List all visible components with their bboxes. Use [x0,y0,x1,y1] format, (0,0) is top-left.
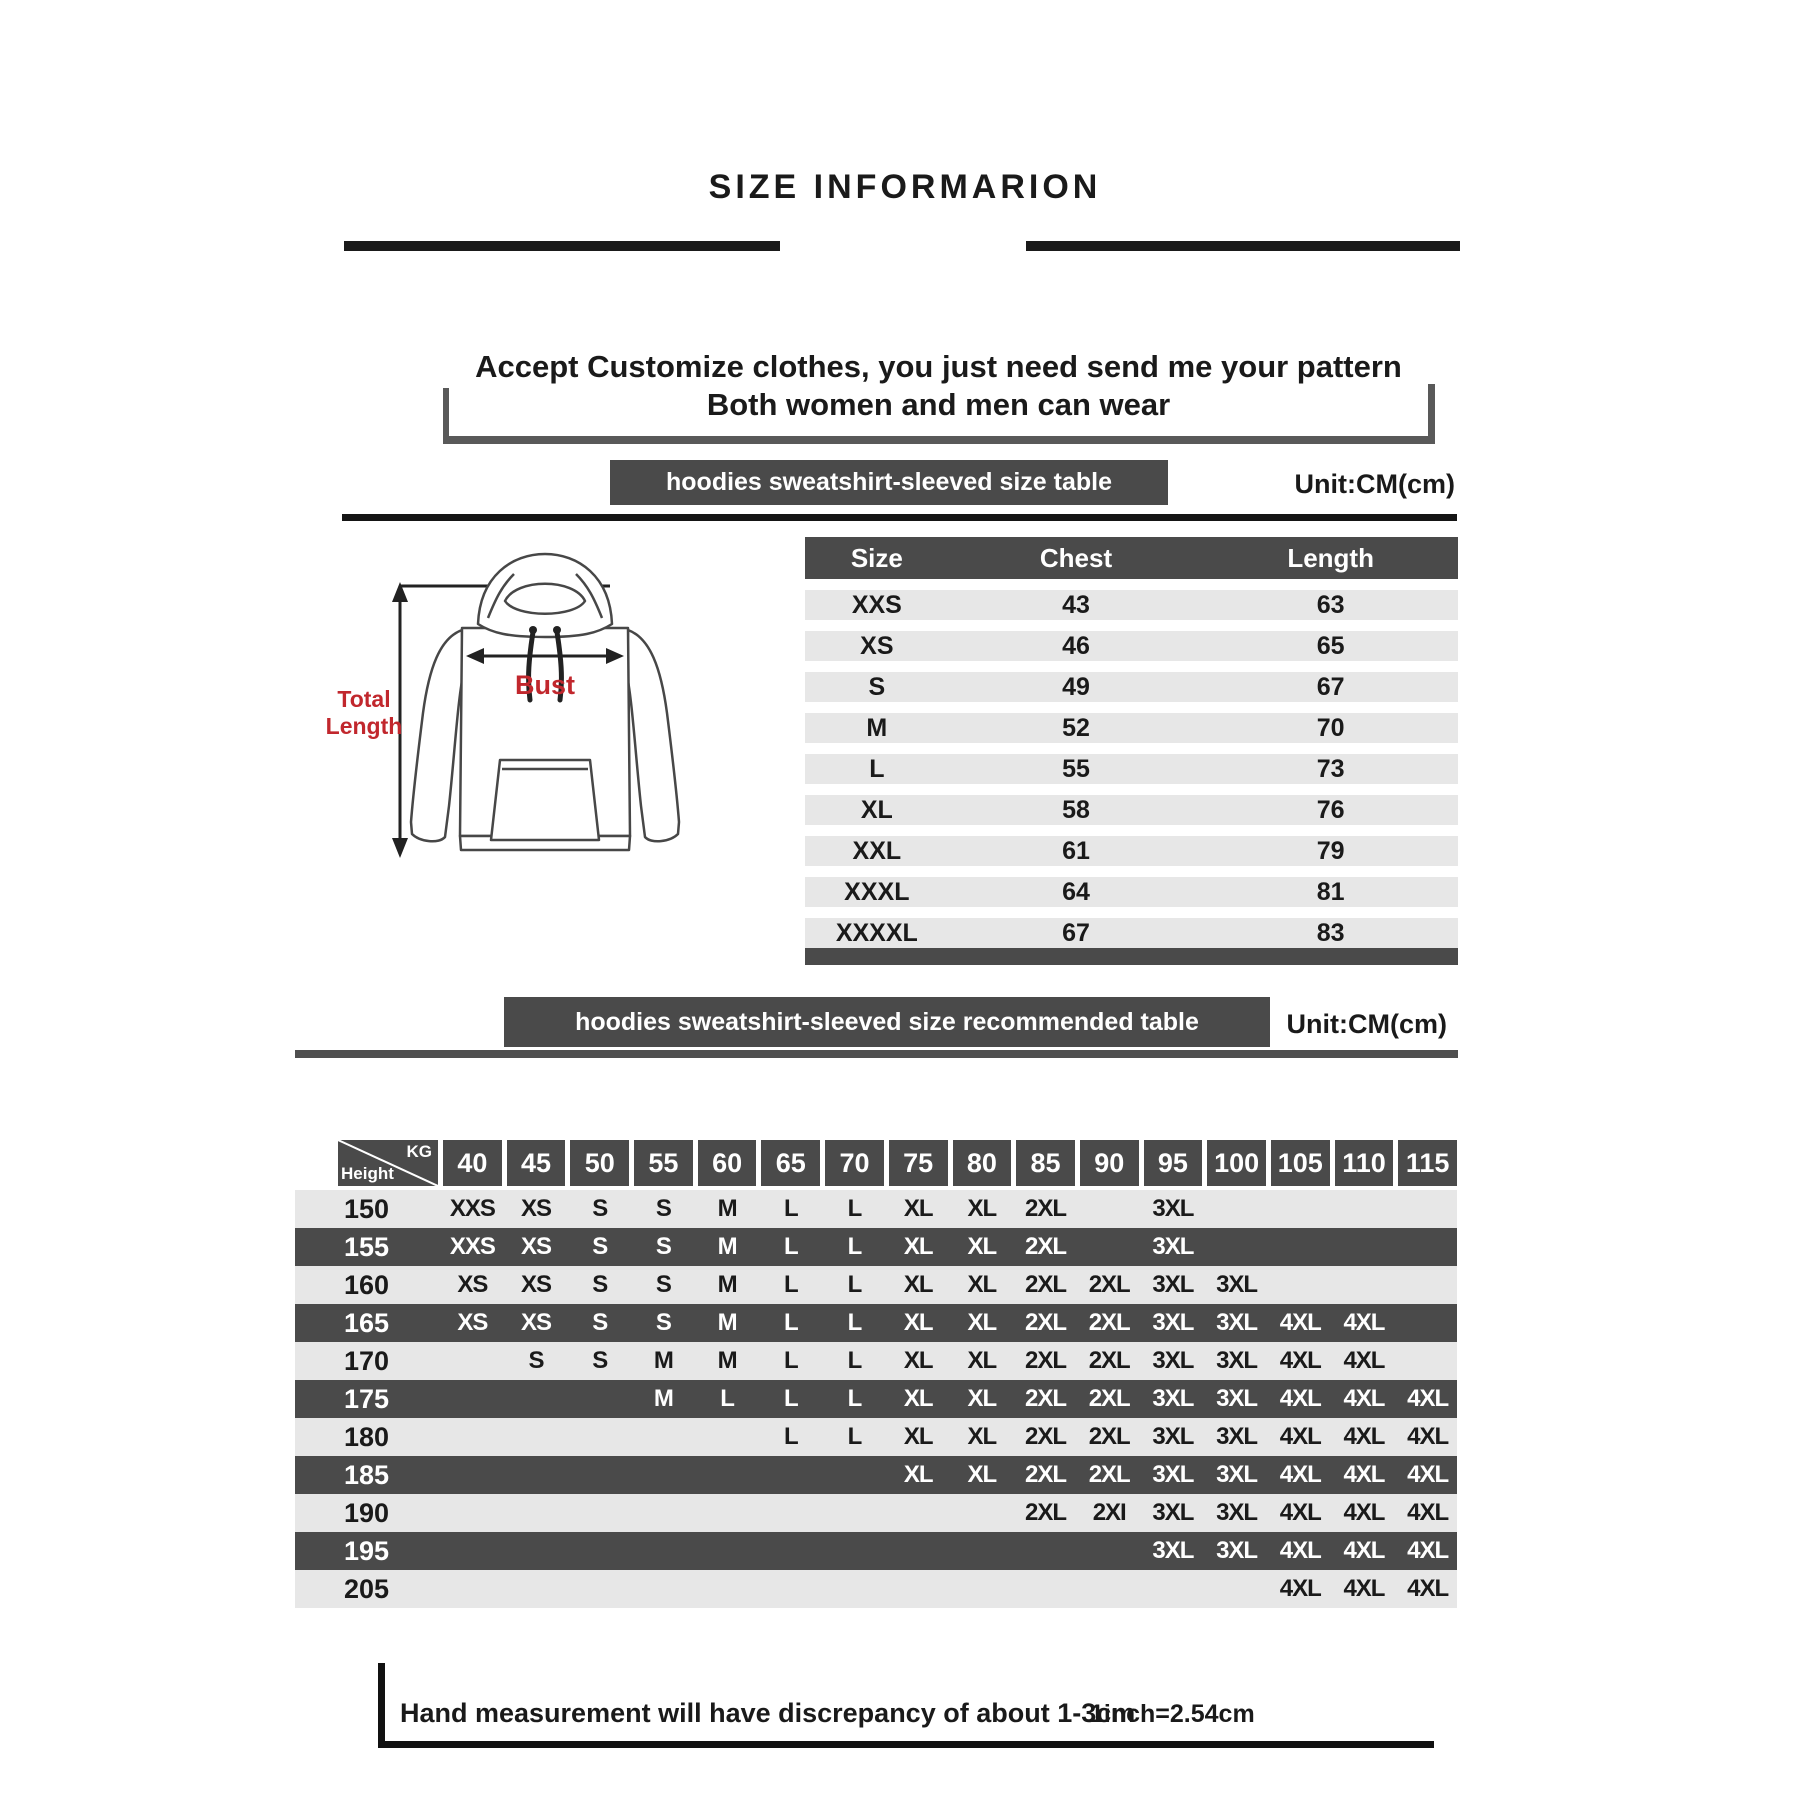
recommended-size-cell: 3XL [1152,1233,1194,1260]
recommended-size-cell: 2XL [1088,1271,1130,1298]
recommended-size-cell [634,1570,693,1608]
corner-height-label: Height [341,1164,394,1183]
recommended-table-row [295,1266,1457,1304]
size-table-row [805,918,1458,948]
weight-column-header: 100 [1207,1140,1266,1186]
recommended-size-cell: XL [903,1461,933,1488]
recommended-size-cell: 4XL [1343,1499,1385,1526]
height-row-label: 195 [343,1536,390,1566]
weight-column-header: 70 [825,1140,884,1186]
length-cell: 79 [1316,837,1345,865]
recommended-size-cell [889,1494,948,1532]
unit-label-2: Unit:CM(cm) [1286,1009,1447,1039]
size-cell: XXS [851,591,902,619]
chest-cell: 49 [1062,673,1090,701]
recommended-size-cell: 4XL [1279,1499,1321,1526]
recommended-size-cell [443,1494,502,1532]
recommended-size-cell: L [783,1309,798,1336]
recommended-size-cell: XL [967,1347,997,1374]
hoodie-measurement-diagram [300,538,720,870]
size-table-column-header: Length [1287,543,1374,573]
recommended-size-cell [825,1570,884,1608]
recommended-size-cell [1335,1266,1394,1304]
size-table-row [805,795,1458,825]
size-cell: S [868,673,886,701]
recommended-size-cell: M [717,1233,737,1260]
recommended-size-cell [1335,1190,1394,1228]
title-underline-right [1026,241,1460,251]
recommended-size-cell: S [655,1309,671,1336]
recommended-size-cell [570,1418,629,1456]
recommended-size-cell: 4XL [1407,1575,1449,1602]
recommended-size-cell: XL [903,1347,933,1374]
recommended-size-cell: 4XL [1407,1385,1449,1412]
chest-cell: 43 [1062,591,1090,619]
customize-note [443,348,1434,424]
recommended-table-row [295,1570,1457,1608]
recommended-size-cell: 4XL [1407,1499,1449,1526]
total-length-label-line1: Total [337,686,391,712]
recommended-table-row [295,1418,1457,1456]
footer-bracket-vertical [378,1663,385,1748]
chest-cell: 46 [1062,632,1090,660]
recommended-table-row [295,1228,1457,1266]
recommended-size-cell [698,1494,757,1532]
recommended-size-cell: XL [967,1461,997,1488]
chest-cell: 58 [1062,796,1090,824]
recommended-size-cell [1144,1570,1203,1608]
size-table-footer-bar [805,948,1458,965]
recommended-size-cell [1398,1342,1457,1380]
recommended-size-cell: 4XL [1343,1385,1385,1412]
recommended-size-cell: L [783,1233,798,1260]
recommended-size-cell: 4XL [1279,1309,1321,1336]
height-row-label: 190 [343,1498,390,1528]
weight-column-header: 105 [1271,1140,1330,1186]
recommended-size-cell: 2XL [1025,1385,1067,1412]
size-cell: XXXXL [835,919,918,947]
recommended-size-cell: XS [457,1271,488,1298]
recommended-table-body [295,1190,1457,1608]
recommended-size-cell: M [717,1347,737,1374]
divider-line-1 [342,514,1457,521]
recommended-size-cell: XXS [449,1233,495,1260]
recommended-size-cell [507,1532,566,1570]
height-row-label: 175 [343,1384,390,1414]
size-cell: XXL [852,837,902,865]
size-cell: XS [860,632,894,660]
recommended-size-cell: S [655,1195,671,1222]
size-table-header [805,537,1458,579]
recommended-size-cell: L [847,1423,862,1450]
recommended-size-cell: 2XL [1025,1309,1067,1336]
height-row-label: 165 [343,1308,390,1338]
weight-column-header: 65 [761,1140,820,1186]
weight-column-header: 110 [1335,1140,1394,1186]
size-table-row [805,754,1458,784]
recommended-size-cell [507,1380,566,1418]
weight-column-header: 75 [889,1140,948,1186]
recommended-size-cell: 2XL [1025,1233,1067,1260]
recommended-size-cell [1080,1190,1139,1228]
chest-cell: 55 [1062,755,1090,783]
recommended-size-cell: 4XL [1279,1575,1321,1602]
recommended-size-cell: XL [903,1385,933,1412]
recommended-size-cell [1207,1228,1266,1266]
customize-note-line1: Accept Customize clothes, you just need send me your pattern [475,349,1402,384]
recommended-size-cell: XS [521,1233,552,1260]
weight-column-header: 55 [634,1140,693,1186]
recommended-size-cell: XXS [449,1195,495,1222]
recommended-size-cell [1271,1266,1330,1304]
size-cell: XL [860,796,893,824]
size-cell: M [866,714,888,742]
recommended-size-cell: S [592,1309,608,1336]
size-table-row [805,590,1458,620]
recommended-size-cell: L [783,1385,798,1412]
recommended-size-cell [889,1570,948,1608]
recommended-size-cell [698,1456,757,1494]
recommended-size-cell: M [717,1271,737,1298]
weight-column-header: 90 [1080,1140,1139,1186]
recommended-size-cell [1080,1532,1139,1570]
recommended-size-cell: 2XL [1088,1309,1130,1336]
recommended-size-cell [1335,1228,1394,1266]
intro-bracket-right [1428,384,1435,438]
recommended-size-cell: XL [967,1271,997,1298]
recommended-size-cell: 4XL [1343,1461,1385,1488]
recommended-size-cell: 4XL [1343,1347,1385,1374]
recommended-size-cell: 3XL [1216,1461,1258,1488]
recommended-size-cell [698,1570,757,1608]
recommended-size-cell [761,1494,820,1532]
weight-column-header: 85 [1016,1140,1075,1186]
recommended-size-cell: S [655,1233,671,1260]
recommended-size-cell [507,1456,566,1494]
recommended-size-cell: 2XL [1088,1423,1130,1450]
recommended-size-cell: L [847,1347,862,1374]
recommended-size-cell [761,1456,820,1494]
recommended-size-cell [1271,1228,1330,1266]
recommended-size-cell: S [528,1347,544,1374]
page-title: SIZE INFORMARION [708,168,1102,206]
recommended-size-cell: 4XL [1343,1537,1385,1564]
recommended-table-row [295,1380,1457,1418]
recommended-size-cell: L [847,1385,862,1412]
recommended-size-cell: 2XL [1088,1461,1130,1488]
recommended-size-cell [443,1418,502,1456]
length-cell: 63 [1316,591,1345,619]
recommended-size-cell: XL [967,1233,997,1260]
recommended-size-cell [634,1418,693,1456]
weight-column-header: 80 [953,1140,1012,1186]
recommended-size-cell: S [655,1271,671,1298]
size-table-heading: hoodies sweatshirt-sleeved size table [610,460,1168,505]
length-cell: 73 [1316,755,1345,783]
title-underline-left [344,241,780,251]
recommended-size-cell [1207,1570,1266,1608]
recommended-size-cell: L [783,1195,798,1222]
recommended-size-cell: 2XL [1025,1461,1067,1488]
recommended-size-cell: 3XL [1152,1499,1194,1526]
recommended-size-cell: 2XL [1025,1499,1067,1526]
recommended-size-cell [443,1456,502,1494]
size-cell: L [869,755,885,783]
length-cell: 67 [1316,673,1345,701]
recommended-size-cell [1016,1570,1075,1608]
recommended-size-cell [570,1532,629,1570]
recommended-size-cell: XL [967,1309,997,1336]
chest-cell: 64 [1062,878,1090,906]
recommended-size-cell [1080,1570,1139,1608]
recommended-size-cell [443,1570,502,1608]
recommended-size-cell: 3XL [1152,1195,1194,1222]
recommended-size-cell: 2XL [1088,1385,1130,1412]
weight-column-header: 60 [698,1140,757,1186]
recommended-size-cell: XL [903,1271,933,1298]
recommended-size-cell [825,1494,884,1532]
recommended-size-cell [443,1342,502,1380]
recommended-size-cell [570,1494,629,1532]
recommended-size-cell [761,1532,820,1570]
recommended-size-cell [507,1494,566,1532]
recommended-size-cell [1398,1190,1457,1228]
kg-height-corner-cell [338,1140,438,1186]
recommended-size-cell: 2XL [1025,1423,1067,1450]
recommended-size-cell [1398,1228,1457,1266]
recommended-size-cell: 2XL [1025,1195,1067,1222]
recommended-size-cell: 4XL [1407,1537,1449,1564]
recommended-size-cell: 4XL [1407,1461,1449,1488]
recommended-size-cell [953,1532,1012,1570]
recommended-size-cell: L [783,1271,798,1298]
weight-column-header: 95 [1144,1140,1203,1186]
recommended-size-cell [507,1570,566,1608]
recommended-size-cell: 4XL [1343,1575,1385,1602]
recommended-size-cell [634,1456,693,1494]
recommended-table-heading: hoodies sweatshirt-sleeved size recommended table [504,997,1270,1047]
recommended-size-cell: M [717,1195,737,1222]
recommended-size-cell [1398,1266,1457,1304]
recommended-size-cell: XL [967,1385,997,1412]
recommended-size-cell: XL [903,1309,933,1336]
recommended-size-cell [761,1570,820,1608]
customize-note-line2: Both women and men can wear [706,387,1171,422]
length-cell: 65 [1316,632,1345,660]
recommended-size-cell: 4XL [1407,1423,1449,1450]
inch-conversion-note: 1inch=2.54cm [1090,1700,1255,1728]
recommended-size-cell: 2XL [1025,1347,1067,1374]
height-row-label: 180 [343,1422,390,1452]
divider-line-2 [295,1050,1458,1058]
weight-column-header: 40 [443,1140,502,1186]
chest-cell: 67 [1062,919,1090,947]
recommended-size-cell [1080,1228,1139,1266]
recommended-size-cell: 4XL [1279,1461,1321,1488]
recommended-size-cell [570,1570,629,1608]
size-table-row [805,836,1458,866]
recommended-size-cell: 4XL [1343,1423,1385,1450]
recommended-size-cell: 2XL [1088,1347,1130,1374]
intro-bracket-left [443,388,449,438]
recommended-size-cell [1016,1532,1075,1570]
recommended-size-cell: 3XL [1152,1347,1194,1374]
corner-cell-wrap [295,1140,438,1186]
recommended-table-row [295,1456,1457,1494]
recommended-size-cell: S [592,1271,608,1298]
recommended-size-cell: XL [903,1423,933,1450]
size-table-row [805,672,1458,702]
recommended-size-cell: XL [903,1233,933,1260]
recommended-size-cell: 3XL [1216,1271,1258,1298]
size-table-row [805,713,1458,743]
recommended-size-cell: 3XL [1152,1271,1194,1298]
length-cell: 70 [1316,714,1345,742]
recommended-size-cell: XS [521,1195,552,1222]
recommended-table-row [295,1304,1457,1342]
recommended-size-cell [1271,1190,1330,1228]
recommended-size-cell: 3XL [1216,1347,1258,1374]
recommended-table-row [295,1190,1457,1228]
footer-bracket-horizontal [378,1741,1434,1748]
recommended-size-cell [507,1418,566,1456]
recommended-table-header [295,1140,1457,1186]
recommended-size-cell: M [717,1309,737,1336]
recommended-size-cell: 4XL [1279,1537,1321,1564]
height-row-label: 150 [343,1194,390,1224]
recommended-size-cell: 3XL [1216,1537,1258,1564]
chest-cell: 61 [1062,837,1090,865]
recommended-size-cell: 3XL [1152,1385,1194,1412]
recommended-size-cell [570,1380,629,1418]
recommended-size-cell: 4XL [1279,1385,1321,1412]
recommended-size-cell: 3XL [1152,1423,1194,1450]
recommended-size-cell: 3XL [1216,1499,1258,1526]
height-row-label: 185 [343,1460,390,1490]
recommended-size-cell [443,1532,502,1570]
recommended-size-cell: 3XL [1216,1385,1258,1412]
recommended-size-cell [634,1494,693,1532]
recommended-size-cell: XS [521,1309,552,1336]
recommended-size-cell [953,1494,1012,1532]
recommended-size-cell: L [783,1423,798,1450]
size-table-row [805,877,1458,907]
size-table-row [805,631,1458,661]
recommended-size-cell: XS [457,1309,488,1336]
corner-kg-label: KG [406,1142,432,1161]
recommended-size-cell [825,1532,884,1570]
recommended-size-cell: 2XI [1092,1499,1126,1526]
recommended-table-row [295,1342,1457,1380]
weight-column-header: 50 [570,1140,629,1186]
recommended-size-cell: L [720,1385,734,1412]
recommended-size-cell: XL [967,1195,997,1222]
recommended-size-cell [953,1570,1012,1608]
recommended-size-cell: 3XL [1216,1423,1258,1450]
recommended-size-cell: XL [967,1423,997,1450]
recommended-size-cell [570,1456,629,1494]
recommended-size-cell: 4XL [1279,1423,1321,1450]
recommended-size-cell: 3XL [1152,1461,1194,1488]
weight-column-header: 115 [1398,1140,1457,1186]
size-cell: XXXL [844,878,910,906]
recommended-size-cell [1398,1304,1457,1342]
recommended-size-cell [1207,1190,1266,1228]
recommended-size-cell: L [847,1195,862,1222]
recommended-size-cell: 3XL [1152,1537,1194,1564]
length-cell: 83 [1316,919,1345,947]
recommended-size-cell: S [592,1347,608,1374]
recommended-size-cell: 2XL [1025,1271,1067,1298]
recommended-size-cell: S [592,1233,608,1260]
measurement-note: Hand measurement will have discrepancy of about 1-3cm [400,1698,1136,1728]
weight-column-header: 45 [507,1140,566,1186]
height-row-label: 160 [343,1270,390,1300]
recommended-size-cell: 3XL [1216,1309,1258,1336]
total-length-label [310,686,418,740]
size-table-column-header: Size [850,543,903,573]
recommended-size-cell [825,1456,884,1494]
recommended-size-cell [634,1532,693,1570]
recommended-size-cell: M [653,1347,673,1374]
recommended-size-cell: L [847,1271,862,1298]
size-table-body [805,590,1458,948]
recommended-size-cell: S [592,1195,608,1222]
height-row-label: 155 [343,1232,390,1262]
recommended-size-cell: XS [521,1271,552,1298]
recommended-size-cell: XL [903,1195,933,1222]
recommended-size-cell: L [783,1347,798,1374]
length-cell: 76 [1316,796,1345,824]
bust-label: Bust [515,670,575,700]
recommended-size-cell [698,1418,757,1456]
height-row-label: 170 [343,1346,390,1376]
recommended-size-cell: L [847,1233,862,1260]
recommended-size-cell: 4XL [1343,1309,1385,1336]
unit-label-1: Unit:CM(cm) [1294,469,1455,499]
recommended-size-cell [443,1380,502,1418]
chest-cell: 52 [1062,714,1090,742]
recommended-size-cell: 4XL [1279,1347,1321,1374]
size-table-column-header: Chest [1039,543,1113,573]
recommended-size-cell [698,1532,757,1570]
recommended-size-cell [889,1532,948,1570]
recommended-size-cell: L [847,1309,862,1336]
total-length-label-line2: Length [325,713,403,739]
recommended-table-row [295,1494,1457,1532]
recommended-size-cell: M [653,1385,673,1412]
height-row-label: 205 [343,1574,390,1604]
length-cell: 81 [1316,878,1345,906]
intro-bracket-bottom [443,436,1435,444]
recommended-table-row [295,1532,1457,1570]
recommended-size-cell: 3XL [1152,1309,1194,1336]
